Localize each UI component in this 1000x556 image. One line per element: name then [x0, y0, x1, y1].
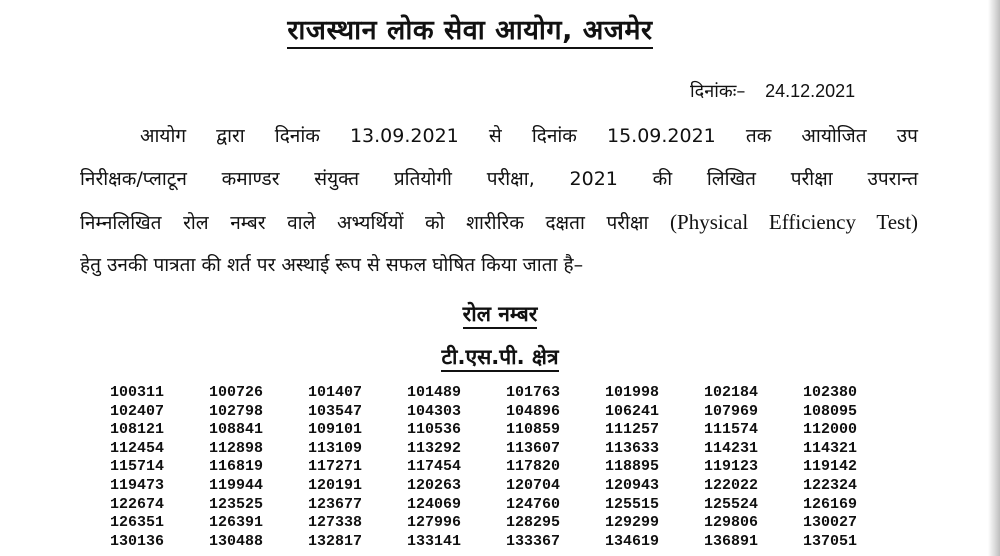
roll-number-cell: 118895 — [605, 458, 660, 476]
word: आयोजित — [801, 125, 867, 147]
word: लिखित — [706, 168, 756, 190]
roll-number-cell: 119944 — [209, 476, 264, 494]
roll-number-cell: 123525 — [209, 495, 264, 513]
roll-number-cell: 117820 — [506, 458, 561, 476]
date-label: दिनांकः– — [690, 81, 746, 102]
roll-number-cell: 112000 — [803, 421, 858, 439]
roll-number-cell: 114321 — [803, 439, 858, 457]
roll-number-cell: 108121 — [110, 421, 165, 439]
roll-number-cell: 112898 — [209, 439, 264, 457]
area-heading-text: टी.एस.पी. क्षेत्र — [441, 345, 558, 372]
roll-number-cell: 117271 — [308, 458, 363, 476]
roll-number-cell: 102380 — [803, 384, 858, 401]
roll-number-cell: 111257 — [605, 421, 660, 439]
roll-number-cell: 134619 — [605, 532, 660, 550]
word: 2021 — [569, 168, 618, 190]
roll-number-cell: 113633 — [605, 439, 660, 457]
word: परीक्षा — [606, 212, 649, 234]
roll-number-cell: 136891 — [704, 532, 759, 550]
roll-number-cell: 101763 — [506, 384, 561, 401]
roll-number-cell: 133141 — [407, 532, 462, 550]
page-title — [0, 10, 940, 47]
word: प्रतियोगी — [393, 168, 452, 190]
roll-number-cell: 103547 — [308, 402, 363, 420]
roll-number-cell: 129299 — [605, 514, 660, 532]
roll-number-cell: 111574 — [704, 421, 759, 439]
roll-number-cell: 119123 — [704, 458, 759, 476]
roll-number-cell: 113109 — [308, 439, 363, 457]
word: 13.09.2021 — [349, 125, 459, 147]
word: रोल — [183, 212, 209, 234]
paragraph-line-2 — [80, 165, 918, 193]
title-text: राजस्थान लोक सेवा आयोग, अजमेर — [287, 15, 652, 49]
roll-number-cell: 101998 — [605, 384, 660, 401]
word: दिनांक — [274, 125, 320, 147]
roll-number-cell: 122324 — [803, 476, 858, 494]
roll-number-cell: 122674 — [110, 495, 165, 513]
roll-number-cell: 102798 — [209, 402, 264, 420]
roll-number-cell: 104896 — [506, 402, 561, 420]
roll-number-cell: 101489 — [407, 384, 462, 401]
roll-number-cell: 114231 — [704, 439, 759, 457]
roll-number-cell: 125524 — [704, 495, 759, 513]
roll-number-cell: 115714 — [110, 458, 165, 476]
roll-number-cell: 129806 — [704, 514, 759, 532]
roll-number-cell: 130488 — [209, 532, 264, 550]
roll-number-grid — [110, 384, 890, 551]
roll-number-cell: 119142 — [803, 458, 858, 476]
roll-number-cell: 107969 — [704, 402, 759, 420]
date-line — [690, 79, 855, 103]
english-term: (Physical Efficiency Test) — [670, 210, 919, 234]
area-heading — [0, 343, 1000, 371]
roll-number-cell: 128295 — [506, 514, 561, 532]
roll-number-cell: 100311 — [110, 384, 165, 401]
word: नम्बर — [230, 212, 266, 234]
word: द्वारा — [216, 125, 245, 147]
roll-number-cell: 125515 — [605, 495, 660, 513]
roll-number-cell: 126391 — [209, 514, 264, 532]
roll-number-cell: 120943 — [605, 476, 660, 494]
roll-number-cell: 137051 — [803, 532, 858, 550]
roll-number-cell: 116819 — [209, 458, 264, 476]
paragraph-line-1 — [80, 122, 918, 150]
roll-number-cell: 133367 — [506, 532, 561, 550]
paragraph-line-4: हेतु उनकी पात्रता की शर्त पर अस्थाई रूप से सफल घोषित किया जाता है– — [80, 254, 584, 276]
word: संयुक्त — [314, 168, 360, 190]
roll-number-cell: 108841 — [209, 421, 264, 439]
word: को — [425, 212, 445, 234]
roll-number-cell: 110859 — [506, 421, 561, 439]
roll-number-cell: 102407 — [110, 402, 165, 420]
word: दिनांक — [531, 125, 577, 147]
roll-number-cell: 100726 — [209, 384, 264, 401]
roll-number-cell: 117454 — [407, 458, 462, 476]
roll-number-cell: 130136 — [110, 532, 165, 550]
roll-number-cell: 122022 — [704, 476, 759, 494]
roll-number-cell: 130027 — [803, 514, 858, 532]
word: 15.09.2021 — [606, 125, 716, 147]
roll-number-cell: 124069 — [407, 495, 462, 513]
word: आयोग — [140, 125, 187, 147]
word: वाले — [287, 212, 316, 234]
roll-number-cell: 132817 — [308, 532, 363, 550]
roll-number-cell: 102184 — [704, 384, 759, 401]
roll-number-cell: 126169 — [803, 495, 858, 513]
word: उपरान्त — [867, 168, 919, 190]
word: शारीरिक — [466, 212, 524, 234]
roll-number-cell: 101407 — [308, 384, 363, 401]
word: की — [652, 168, 673, 190]
roll-number-cell: 113292 — [407, 439, 462, 457]
roll-number-cell: 120191 — [308, 476, 363, 494]
roll-number-cell: 106241 — [605, 402, 660, 420]
roll-number-cell: 123677 — [308, 495, 363, 513]
word: अभ्यर्थियों — [337, 212, 404, 234]
word: परीक्षा, — [486, 168, 535, 190]
roll-number-cell: 127996 — [407, 514, 462, 532]
roll-number-heading-text: रोल नम्बर — [463, 302, 538, 329]
word: कमाण्डर — [221, 168, 280, 190]
paragraph-line-3 — [80, 208, 918, 237]
date-value: 24.12.2021 — [765, 81, 856, 101]
roll-number-cell: 112454 — [110, 439, 165, 457]
word: उप — [896, 125, 918, 147]
roll-number-cell: 120263 — [407, 476, 462, 494]
roll-number-cell: 110536 — [407, 421, 462, 439]
roll-number-cell: 119473 — [110, 476, 165, 494]
word: से — [488, 125, 502, 147]
roll-number-cell: 108095 — [803, 402, 858, 420]
page-edge-shadow — [988, 0, 1000, 556]
word: तक — [745, 125, 772, 147]
roll-number-cell: 124760 — [506, 495, 561, 513]
word: दक्षता — [545, 212, 585, 234]
roll-number-cell: 113607 — [506, 439, 561, 457]
word: परीक्षा — [790, 168, 833, 190]
roll-number-cell: 104303 — [407, 402, 462, 420]
roll-number-cell: 126351 — [110, 514, 165, 532]
word: निम्नलिखित — [80, 212, 162, 234]
roll-number-cell: 120704 — [506, 476, 561, 494]
roll-number-heading — [0, 300, 1000, 328]
roll-number-cell: 127338 — [308, 514, 363, 532]
word: निरीक्षक/प्लाटून — [80, 168, 187, 190]
roll-number-cell: 109101 — [308, 421, 363, 439]
